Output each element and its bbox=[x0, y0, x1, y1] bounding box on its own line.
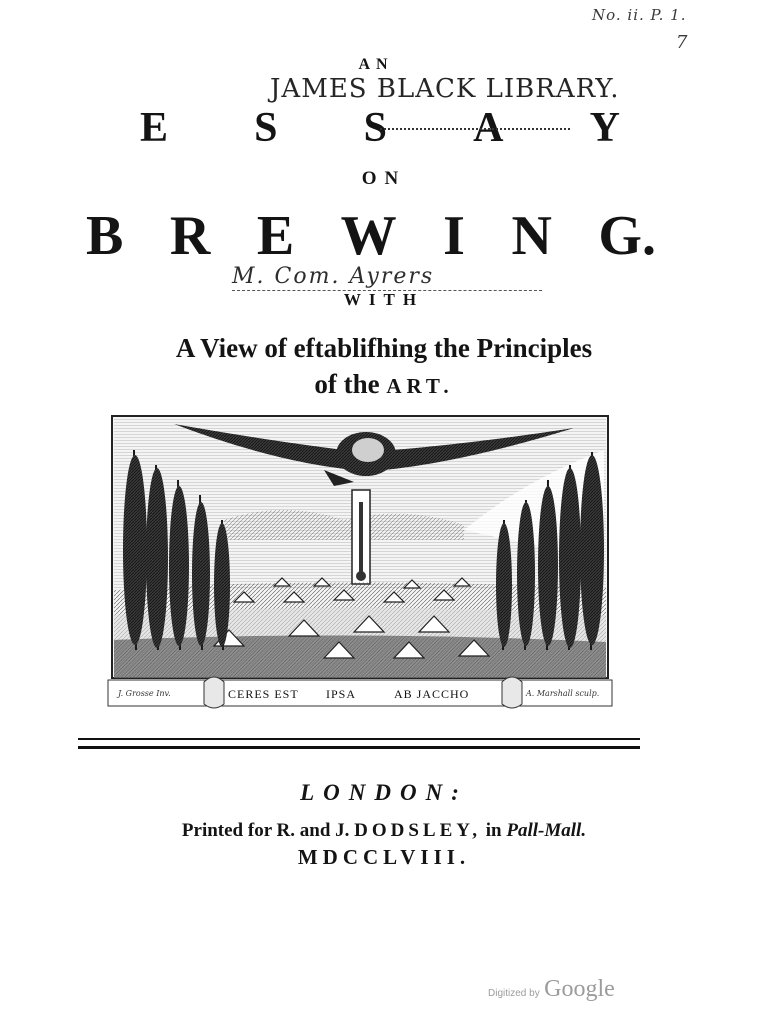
engraver-right: A. Marshall sculp. bbox=[526, 689, 600, 698]
title-letter: Y bbox=[589, 105, 620, 151]
digitized-by-watermark: Digitized by Google bbox=[488, 976, 615, 1002]
divider-rule-top bbox=[78, 738, 640, 740]
engraver-left: J. Grosse Inv. bbox=[118, 689, 171, 698]
title-on: ON bbox=[361, 168, 407, 189]
stamp-dotted-line bbox=[380, 128, 570, 130]
title-letter: S bbox=[254, 105, 278, 151]
library-stamp: JAMES BLACK LIBRARY. bbox=[270, 74, 620, 104]
handwritten-signature: M. Com. Ayrers bbox=[232, 264, 435, 289]
imprint-year: MDCCLVIII. bbox=[297, 845, 471, 869]
motto-right: AB JACCHO bbox=[394, 687, 470, 701]
title-letter: A bbox=[473, 105, 504, 151]
handwritten-mark: 7 bbox=[676, 32, 689, 53]
title-letter: G. bbox=[598, 205, 656, 267]
title-brewing bbox=[86, 204, 656, 268]
imprint-printer: Printed for R. and J. DODSLEY, in Pall-Mall. bbox=[181, 820, 587, 841]
subtitle-line-2: of the ART. bbox=[314, 369, 454, 399]
subtitle-line-1: A View of eftablifhing the Principles bbox=[175, 333, 593, 363]
divider-rule-bottom bbox=[78, 746, 640, 749]
title-letter: S bbox=[363, 105, 388, 151]
title-letter: W bbox=[340, 205, 397, 267]
title-letter: B bbox=[86, 205, 124, 267]
motto-middle: IPSA bbox=[326, 687, 357, 701]
subtitle bbox=[0, 330, 768, 404]
title-article: AN bbox=[358, 56, 394, 73]
title-with: WITH bbox=[343, 290, 425, 309]
motto-left: CERES EST bbox=[228, 687, 299, 701]
title-letter: E bbox=[140, 105, 169, 151]
thermometer-figure bbox=[352, 490, 370, 584]
engraving-illustration bbox=[104, 410, 616, 720]
title-letter: N bbox=[511, 205, 552, 267]
title-letter: I bbox=[443, 205, 465, 267]
handwritten-note: No. ii. P. 1. bbox=[592, 6, 687, 24]
title-letter: R bbox=[169, 205, 211, 267]
imprint-city: LONDON: bbox=[300, 780, 468, 805]
title-letter: E bbox=[256, 205, 295, 267]
google-logo: Google bbox=[544, 976, 615, 1002]
